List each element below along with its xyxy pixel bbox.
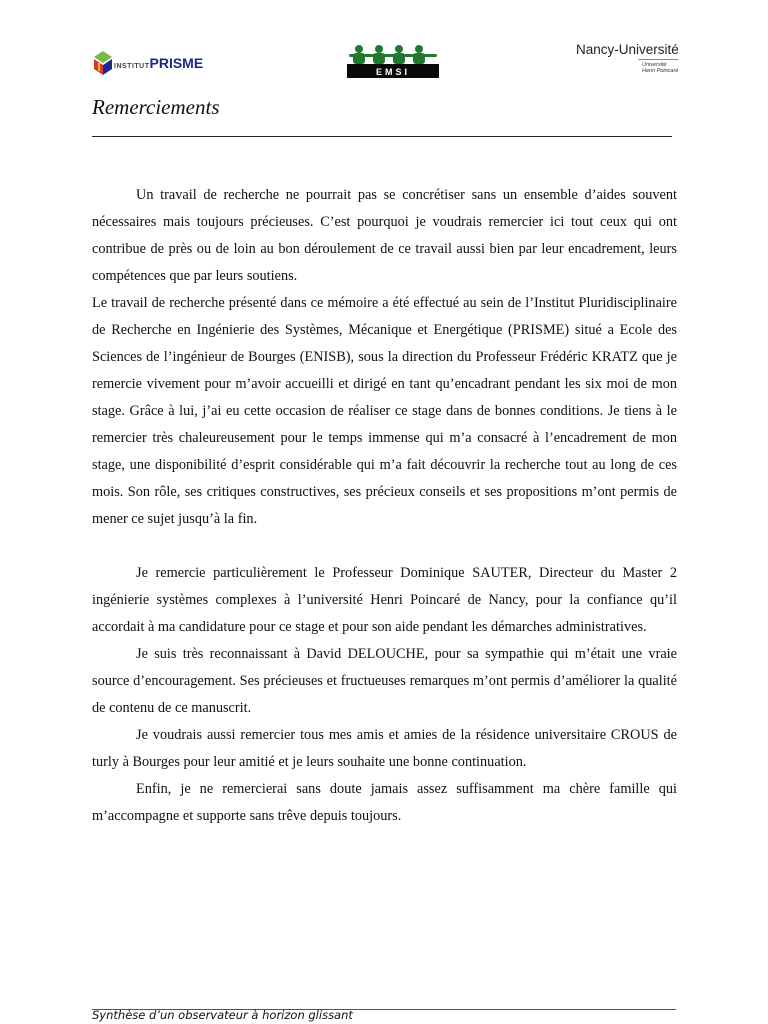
nancy-logo-sub1: Université [642, 62, 667, 68]
nancy-universite-logo [576, 42, 680, 86]
paragraph-sauter: Je remercie particulièrement le Professeur Dominique SAUTER, Directeur du Master 2 ingénierie systèmes complexes à l’université Henri Poincaré de Nancy, pour la confiance qu’il accordait à ma candidature pour ce stage et pour son aide pendant les démarches administratives. [92, 565, 677, 635]
page-title: Remerciements [92, 95, 220, 119]
prisme-logo-icon [92, 47, 114, 77]
prisme-logo [92, 47, 204, 77]
paragraph-intro: Un travail de recherche ne pourrait pas se concrétiser sans un ensemble d’aides souvent nécessaires mais toujours précieuses. C’est pourquoi je voudrais remercier ici tout ceux qui ont contribue de près ou de loin au bon déroulement de ce travail aussi bien par leur encadrement, leurs compétences que par leurs soutiens. [92, 187, 677, 284]
paragraph-delouche: Je suis très reconnaissant à David DELOUCHE, pour sa sympathie qui m’était une vraie source d’encouragement. Ses précieuses et fructueuses remarques m’ont permis d’améliorer la qualité de contenu de ce manuscrit. [92, 646, 677, 716]
title-divider [92, 136, 672, 137]
nancy-logo-underline-icon [638, 59, 678, 61]
document-body [92, 182, 677, 830]
emsi-logo [347, 44, 439, 78]
prisme-logo-small-text: INSTITUT [114, 63, 150, 70]
paragraph-amis: Je voudrais aussi remercier tous mes amis et amies de la résidence universitaire CROUS de turly à Bourges pour leur amitié et je leurs souhaite une bonne continuation. [92, 727, 677, 770]
nancy-logo-title: Nancy-Université [576, 42, 679, 57]
emsi-logo-text: EMSI [375, 67, 410, 77]
paragraph-prisme: Le travail de recherche présenté dans ce mémoire a été effectué au sein de l’Institut Pluridisciplinaire de Recherche en Ingénierie des Systèmes, Mécanique et Energétique (PRISME) situé a Ecole des Sciences de l’ingénieur de Bourges (ENISB), sous la direction du Professeur Frédéric KRATZ que je remercie vivement pour m’avoir accueilli et dirigé en tant qu’encadrant pendant les six moi de mon stage. Grâce à lui, j’ai eu cette occasion de réaliser ce stage dans de bonnes conditions. Je tiens à le remercier très chaleureusement pour le temps immense qui m’a consacré à l’encadrement de mon stage, une disponibilité d’esprit considérable qui m’a fait découvrir la recherche tout au long de ces mois. Son rôle, ses critiques constructives, ses précieux conseils et ses propositions m’ont permis de mener ce sujet jusqu’à la fin. [92, 295, 677, 527]
prisme-logo-big-text: PRISME [149, 55, 204, 71]
footer-text: Synthèse d’un observateur à horizon glissant [92, 1008, 353, 1022]
paragraph-famille: Enfin, je ne remercierai sans doute jamais assez suffisamment ma chère famille qui m’accompagne et supporte sans trêve depuis toujours. [92, 781, 677, 824]
nancy-logo-sub2: Henri Poincaré [642, 68, 679, 74]
